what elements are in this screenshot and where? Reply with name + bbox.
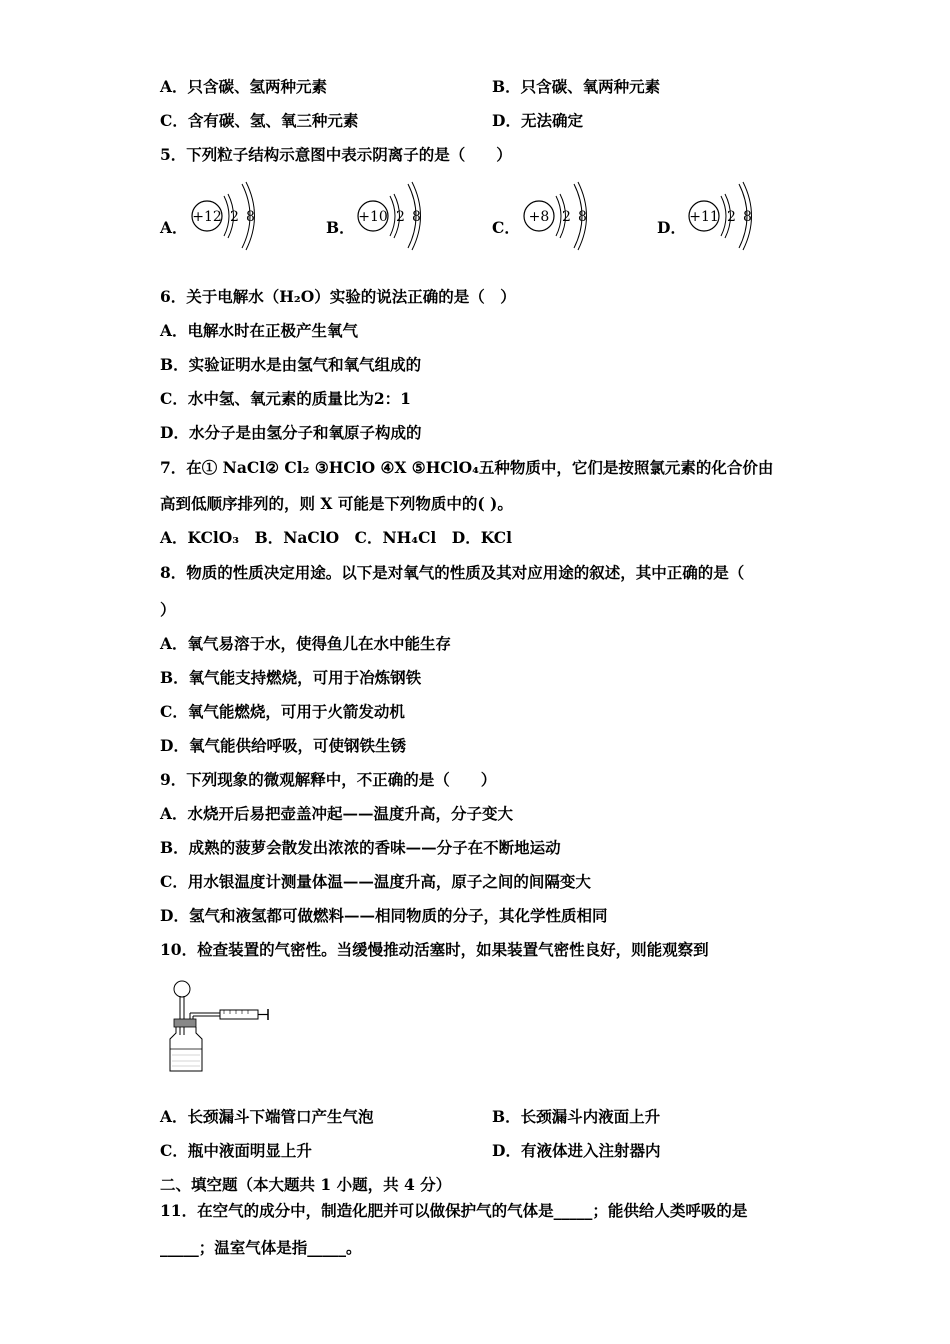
q5-d-nucleus: +11 [689,209,719,225]
q5-c-nucleus: +8 [528,209,550,225]
atom-structure-icon [518,176,598,256]
q5-option-d-diagram [657,176,777,256]
q9-option-a: A．水烧开后易把壶盖冲起——温度升高，分子变大 [160,804,514,823]
q10-option-a: A．长颈漏斗下端管口产生气泡 [160,1107,374,1126]
q5-atom-diagrams [160,176,800,256]
q4-option-a: A．只含碳、氢两种元素 [160,77,328,96]
q5-stem: 5．下列粒子结构示意图中表示阴离子的是（ ） [160,145,512,164]
q5-option-c-diagram [492,176,612,256]
q8-stem-line2: ） [160,600,176,619]
q5-option-c-label: C． [492,218,520,237]
q5-a-shell1: 2 [230,209,239,225]
q9-option-d: D．氢气和液氢都可做燃料——相同物质的分子，其化学性质相同 [160,906,608,925]
q8-option-d: D．氧气能供给呼吸，可使钢铁生锈 [160,736,406,755]
q5-b-shell2: 8 [412,209,421,225]
q10-option-c: C．瓶中液面明显上升 [160,1141,312,1160]
q4-option-b: B．只含碳、氧两种元素 [492,77,661,96]
q5-a-nucleus: +12 [192,209,222,225]
q5-c-shell2: 8 [578,209,587,225]
q10-option-b: B．长颈漏斗内液面上升 [492,1107,661,1126]
q9-stem: 9．下列现象的微观解释中，不正确的是（ ） [160,770,497,789]
atom-structure-icon [352,176,432,256]
q9-option-c: C．用水银温度计测量体温——温度升高，原子之间的间隔变大 [160,872,591,891]
q8-option-c: C．氧气能燃烧，可用于火箭发动机 [160,702,405,721]
q6-stem: 6．关于电解水（H₂O）实验的说法正确的是（ ） [160,287,516,306]
q5-b-shell1: 2 [396,209,405,225]
q6-option-a: A．电解水时在正极产生氧气 [160,321,359,340]
q5-d-shell2: 8 [743,209,752,225]
q8-option-a: A．氧气易溶于水，使得鱼儿在水中能生存 [160,634,452,653]
q6-option-c: C．水中氢、氧元素的质量比为2：1 [160,389,411,408]
atom-structure-icon [683,176,763,256]
q7-stem-line1: 7．在① NaCl② Cl₂ ③HClO ④X ⑤HClO₄五种物质中，它们是按照氯元素的化合价由 [160,458,774,477]
q5-option-b-diagram [326,176,446,256]
section2-heading: 二、填空题（本大题共 1 小题，共 4 分） [160,1175,452,1194]
q5-c-shell1: 2 [562,209,571,225]
q5-option-a-diagram [160,176,280,256]
q4-option-d: D．无法确定 [492,111,583,130]
q6-option-b: B．实验证明水是由氢气和氧气组成的 [160,355,422,374]
q5-b-nucleus: +10 [358,209,388,225]
q11-line2: _____；温室气体是指_____。 [160,1238,362,1257]
q5-a-shell2: 8 [246,209,255,225]
airtightness-apparatus-icon [160,975,275,1075]
q10-option-d: D．有液体进入注射器内 [492,1141,661,1160]
q10-apparatus-diagram [160,975,275,1079]
q5-d-shell1: 2 [727,209,736,225]
q10-stem: 10．检查装置的气密性。当缓慢推动活塞时，如果装置气密性良好，则能观察到 [160,940,709,959]
q5-option-a-label: A． [160,218,188,237]
atom-structure-icon [186,176,266,256]
q9-option-b: B．成熟的菠萝会散发出浓浓的香味——分子在不断地运动 [160,838,561,857]
q11-line1: 11．在空气的成分中，制造化肥并可以做保护气的气体是_____；能供给人类呼吸的是 [160,1201,748,1220]
q4-option-c: C．含有碳、氢、氧三种元素 [160,111,359,130]
q7-stem-line2: 高到低顺序排列的，则 X 可能是下列物质中的( )。 [160,494,513,513]
q5-option-b-label: B． [326,218,355,237]
q8-stem-line1: 8．物质的性质决定用途。以下是对氧气的性质及其对应用途的叙述，其中正确的是（ [160,563,745,582]
q7-options: A．KClO₃ B．NaClO C．NH₄Cl D．KCl [160,528,513,547]
q6-option-d: D．水分子是由氢分子和氧原子构成的 [160,423,422,442]
q5-option-d-label: D． [657,218,686,237]
q8-option-b: B．氧气能支持燃烧，可用于冶炼钢铁 [160,668,422,687]
